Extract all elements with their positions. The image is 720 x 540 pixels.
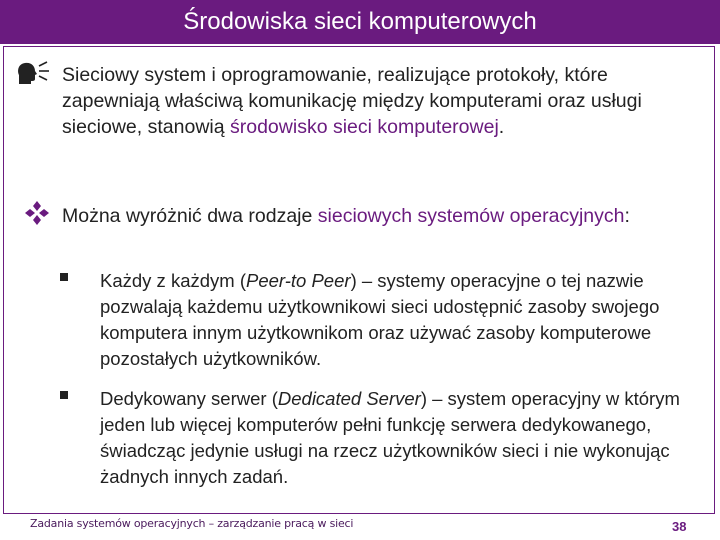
bullet-2-text-b: : (624, 205, 630, 227)
bullet-1-text (62, 62, 702, 140)
sub-1-italic: Peer-to Peer (246, 270, 351, 291)
bullet-2-text-a: Można wyróżnić dwa rodzaje (62, 205, 318, 227)
speaking-head-icon (16, 60, 52, 86)
bullet-1-text-b: . (498, 116, 505, 138)
bullet-2-highlight: sieciowych systemów operacyjnych (317, 205, 625, 227)
page-number: 38 (672, 519, 687, 534)
sub-2-italic: Dedicated Server (277, 388, 421, 409)
sub-1-text-b: ) – systemy operacyjne o tej nazwie pozwalają każdemu użytkownikowi sieci udostępnić zasoby swojego komputera innym użytkownikom oraz używać zasoby komputerowe pozostałych użytkowników. (100, 270, 660, 369)
slide-title: Środowiska sieci komputerowych (0, 0, 720, 44)
bullet-1-highlight: środowisko sieci komputerowej (230, 116, 499, 138)
diamond-bullet-icon (24, 200, 50, 226)
sub-2-text-b: ) – system operacyjny w którym jeden lub więcej komputerów pełni funkcję serwera dedykowanego, świadcząc jedynie usługi na rzecz użytkowników sieci i nie wykonując żadnych innych zadań. (100, 388, 680, 487)
sub-bullet-2-text (100, 386, 705, 490)
sub-2-text-a: Dedykowany serwer ( (100, 388, 278, 409)
bullet-1-text-a: Sieciowy system i oprogramowanie, realizujące protokoły, które zapewniają właściwą komunikację między komputerami oraz usługi sieciowe, stanowią (62, 64, 642, 138)
sub-bullet-1-text (100, 268, 705, 372)
square-bullet-icon (60, 391, 68, 399)
square-bullet-icon (60, 273, 68, 281)
sub-1-text-a: Każdy z każdym ( (100, 270, 246, 291)
footer-text: Zadania systemów operacyjnych – zarządzanie pracą w sieci (30, 517, 354, 530)
bullet-2-text (62, 203, 702, 229)
